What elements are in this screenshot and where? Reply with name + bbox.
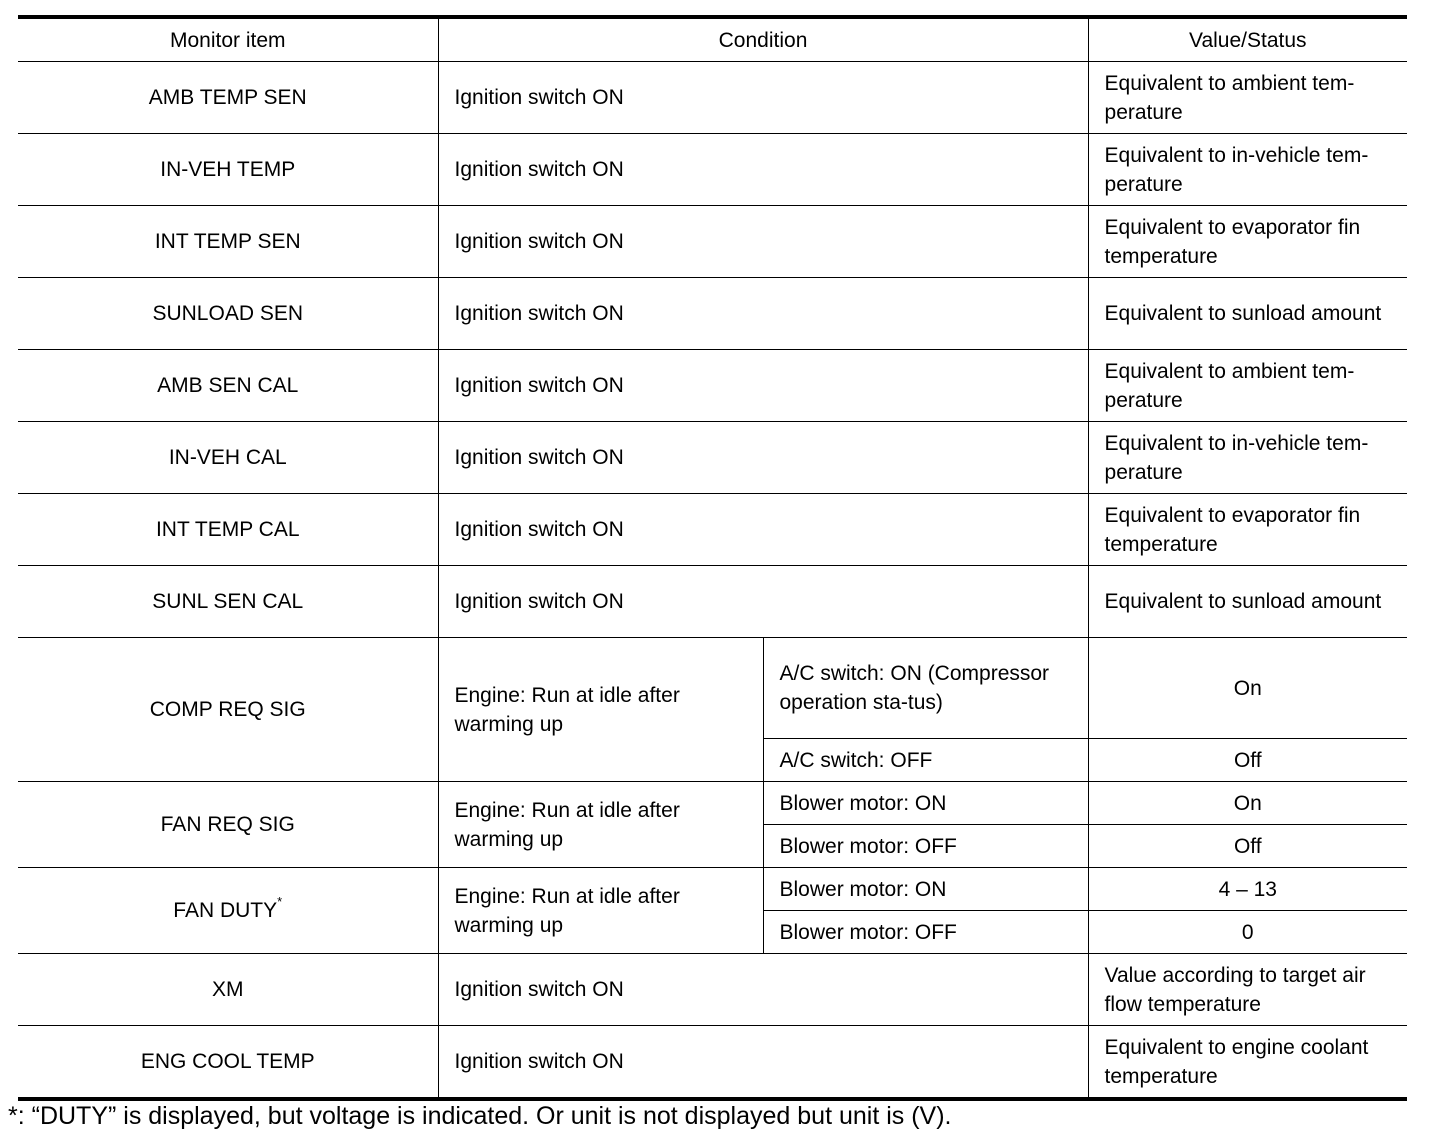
- monitor-item-cell: AMB TEMP SEN: [18, 62, 438, 134]
- table-row: [18, 350, 1407, 422]
- monitor-item-cell: ENG COOL TEMP: [18, 1026, 438, 1100]
- condition-cell: Ignition switch ON: [438, 494, 1088, 566]
- table-row: [18, 62, 1407, 134]
- condition-cell: Ignition switch ON: [438, 350, 1088, 422]
- condition-cell: Engine: Run at idle after warming up: [438, 638, 763, 782]
- monitor-item-cell: FAN REQ SIG: [18, 782, 438, 868]
- condition-cell: Ignition switch ON: [438, 422, 1088, 494]
- monitor-item-cell: XM: [18, 954, 438, 1026]
- value-cell: Equivalent to engine coolant temperature: [1088, 1026, 1407, 1100]
- monitor-item-cell: INT TEMP SEN: [18, 206, 438, 278]
- header-condition: Condition: [438, 17, 1088, 62]
- table-row: [18, 868, 1407, 911]
- value-cell: Equivalent to in-vehicle tem-perature: [1088, 422, 1407, 494]
- condition-cell: Ignition switch ON: [438, 206, 1088, 278]
- monitor-item-label: FAN DUTY: [173, 899, 278, 922]
- value-cell: Equivalent to evaporator fin temperature: [1088, 206, 1407, 278]
- footnote-marker: *: [277, 894, 283, 909]
- condition-cell: Ignition switch ON: [438, 566, 1088, 638]
- monitor-item-cell: SUNLOAD SEN: [18, 278, 438, 350]
- condition-cell: Ignition switch ON: [438, 134, 1088, 206]
- sub-condition-cell: Blower motor: OFF: [763, 825, 1088, 868]
- value-cell: On: [1088, 638, 1407, 739]
- monitor-item-table: [18, 15, 1407, 1101]
- sub-condition-cell: Blower motor: OFF: [763, 911, 1088, 954]
- sub-condition-cell: A/C switch: OFF: [763, 739, 1088, 782]
- sub-condition-cell: A/C switch: ON (Compressor operation sta-tus): [763, 638, 1088, 739]
- table-header-row: [18, 17, 1407, 62]
- sub-condition-cell: Blower motor: ON: [763, 868, 1088, 911]
- monitor-item-cell: COMP REQ SIG: [18, 638, 438, 782]
- value-cell: Equivalent to evaporator fin temperature: [1088, 494, 1407, 566]
- table-row: [18, 566, 1407, 638]
- condition-cell: Ignition switch ON: [438, 278, 1088, 350]
- monitor-item-cell: [18, 868, 438, 954]
- header-value-status: Value/Status: [1088, 17, 1407, 62]
- monitor-item-cell: IN-VEH CAL: [18, 422, 438, 494]
- condition-cell: Engine: Run at idle after warming up: [438, 868, 763, 954]
- value-cell: 4 – 13: [1088, 868, 1407, 911]
- table-row: [18, 206, 1407, 278]
- value-cell: Value according to target air flow temperature: [1088, 954, 1407, 1026]
- value-cell: Equivalent to sunload amount: [1088, 566, 1407, 638]
- value-cell: Equivalent to ambient tem-perature: [1088, 62, 1407, 134]
- condition-cell: Ignition switch ON: [438, 954, 1088, 1026]
- monitor-item-cell: AMB SEN CAL: [18, 350, 438, 422]
- header-monitor-item: Monitor item: [18, 17, 438, 62]
- table-row: [18, 134, 1407, 206]
- sub-condition-cell: Blower motor: ON: [763, 782, 1088, 825]
- table-row: [18, 494, 1407, 566]
- value-cell: Off: [1088, 825, 1407, 868]
- value-cell: Equivalent to in-vehicle tem-perature: [1088, 134, 1407, 206]
- value-cell: Off: [1088, 739, 1407, 782]
- table-row: [18, 278, 1407, 350]
- table-row: [18, 782, 1407, 825]
- value-cell: On: [1088, 782, 1407, 825]
- value-cell: Equivalent to sunload amount: [1088, 278, 1407, 350]
- footnote: *: “DUTY” is displayed, but voltage is indicated. Or unit is not displayed but unit is (V).: [8, 1102, 952, 1130]
- table-row: [18, 954, 1407, 1026]
- condition-cell: Ignition switch ON: [438, 62, 1088, 134]
- table-row: [18, 422, 1407, 494]
- monitor-item-cell: INT TEMP CAL: [18, 494, 438, 566]
- value-cell: Equivalent to ambient tem-perature: [1088, 350, 1407, 422]
- table-row: [18, 638, 1407, 739]
- value-cell: 0: [1088, 911, 1407, 954]
- monitor-item-cell: SUNL SEN CAL: [18, 566, 438, 638]
- condition-cell: Engine: Run at idle after warming up: [438, 782, 763, 868]
- monitor-item-cell: IN-VEH TEMP: [18, 134, 438, 206]
- condition-cell: Ignition switch ON: [438, 1026, 1088, 1100]
- table-row: [18, 1026, 1407, 1100]
